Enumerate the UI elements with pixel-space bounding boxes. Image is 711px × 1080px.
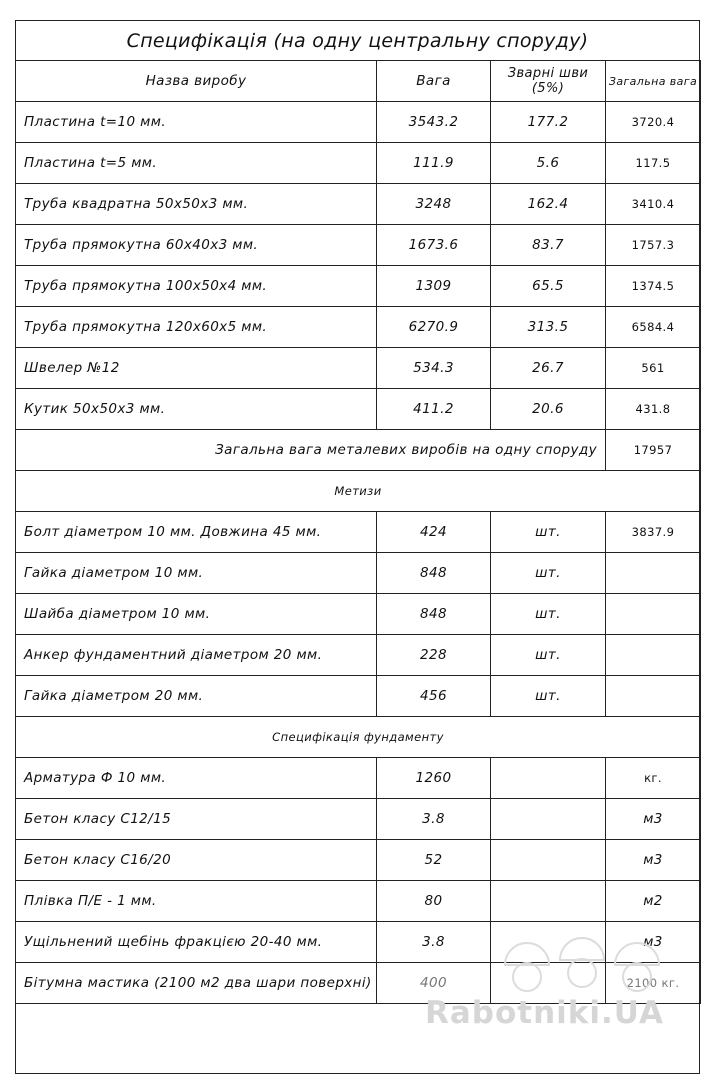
row-name: Болт діаметром 10 мм. Довжина 45 мм. [16,512,377,553]
table-row [16,348,701,389]
row-unit: 2100 кг. [606,963,701,1004]
row-qty: 848 [377,553,491,594]
row-qty: 1260 [377,758,491,799]
row-weight: 111.9 [377,143,491,184]
table-row [16,635,701,676]
row-weight: 1309 [377,266,491,307]
table-row [16,676,701,717]
row-qty: 848 [377,594,491,635]
table-row [16,840,701,881]
row-name: Кутик 50x50x3 мм. [16,389,377,430]
row-unit: кг. [606,758,701,799]
row-name: Труба прямокутна 120x60x5 мм. [16,307,377,348]
row-empty [491,799,606,840]
row-name: Гайка діаметром 20 мм. [16,676,377,717]
table-row [16,512,701,553]
row-total: 1757.3 [606,225,701,266]
watermark-text: Rabotniki.UA [425,995,665,1031]
row-weld: 313.5 [491,307,606,348]
row-unit: шт. [491,594,606,635]
row-weld: 5.6 [491,143,606,184]
table-header-row [16,61,701,102]
specification-table [15,60,701,1004]
row-total: 117.5 [606,143,701,184]
watermark-workers-icon [475,925,675,1005]
row-name: Труба прямокутна 100x50x4 мм. [16,266,377,307]
steel-total-value: 17957 [606,430,701,471]
row-name: Труба прямокутна 60x40x3 мм. [16,225,377,266]
row-unit: м2 [606,881,701,922]
row-qty: 80 [377,881,491,922]
row-total [606,676,701,717]
table-row [16,881,701,922]
table-row [16,307,701,348]
row-qty: 424 [377,512,491,553]
row-name: Пластина t=5 мм. [16,143,377,184]
hardware-section-row [16,471,701,512]
row-weld: 177.2 [491,102,606,143]
row-empty [491,840,606,881]
row-empty [491,758,606,799]
row-qty: 228 [377,635,491,676]
table-row [16,799,701,840]
row-unit: м3 [606,799,701,840]
row-total [606,594,701,635]
row-total: 3837.9 [606,512,701,553]
row-total: 431.8 [606,389,701,430]
row-total [606,553,701,594]
row-weight: 534.3 [377,348,491,389]
header-weld-line1: Зварні шви [507,66,589,81]
table-row [16,225,701,266]
row-name: Бітумна мастика (2100 м2 два шари поверхні) [16,963,377,1004]
row-unit: м3 [606,922,701,963]
header-weight: Вага [377,61,491,102]
row-name: Бетон класу С12/15 [16,799,377,840]
row-unit: м3 [606,840,701,881]
row-name: Арматура Ф 10 мм. [16,758,377,799]
header-weld [491,61,606,102]
row-weld: 162.4 [491,184,606,225]
row-total [606,635,701,676]
row-qty: 3.8 [377,799,491,840]
row-weld: 26.7 [491,348,606,389]
row-name: Труба квадратна 50x50x3 мм. [16,184,377,225]
row-total: 561 [606,348,701,389]
table-row [16,758,701,799]
table-row [16,184,701,225]
header-name: Назва виробу [16,61,377,102]
table-row [16,389,701,430]
row-weight: 3543.2 [377,102,491,143]
row-name: Гайка діаметром 10 мм. [16,553,377,594]
row-total: 6584.4 [606,307,701,348]
row-weld: 83.7 [491,225,606,266]
table-row [16,553,701,594]
row-unit: шт. [491,553,606,594]
row-weight: 3248 [377,184,491,225]
row-unit: шт. [491,635,606,676]
row-empty [491,881,606,922]
row-weld: 20.6 [491,389,606,430]
table-row [16,102,701,143]
row-unit: шт. [491,676,606,717]
row-total: 3720.4 [606,102,701,143]
row-qty: 400 [377,963,491,1004]
row-weight: 6270.9 [377,307,491,348]
page-title: Специфікація (на одну центральну споруду) [126,30,589,52]
row-name: Пластина t=10 мм. [16,102,377,143]
row-weld: 65.5 [491,266,606,307]
steel-total-label: Загальна вага металевих виробів на одну споруду [16,430,606,471]
row-name: Шайба діаметром 10 мм. [16,594,377,635]
row-total: 1374.5 [606,266,701,307]
row-qty: 3.8 [377,922,491,963]
row-weight: 1673.6 [377,225,491,266]
row-name: Плівка П/Е - 1 мм. [16,881,377,922]
row-qty: 52 [377,840,491,881]
table-row [16,143,701,184]
foundation-section-title: Специфікація фундаменту [16,717,701,758]
row-weight: 411.2 [377,389,491,430]
table-row [16,594,701,635]
row-total: 3410.4 [606,184,701,225]
row-qty: 456 [377,676,491,717]
header-weld-line2: (5%) [531,81,565,96]
row-name: Швелер №12 [16,348,377,389]
row-name: Бетон класу С16/20 [16,840,377,881]
foundation-section-row [16,717,701,758]
row-name: Ущільнений щебінь фракцією 20-40 мм. [16,922,377,963]
hardware-section-title: Метизи [16,471,701,512]
steel-total-row [16,430,701,471]
row-unit: шт. [491,512,606,553]
header-total: Загальна вага [606,61,701,102]
row-name: Анкер фундаментний діаметром 20 мм. [16,635,377,676]
table-row [16,266,701,307]
